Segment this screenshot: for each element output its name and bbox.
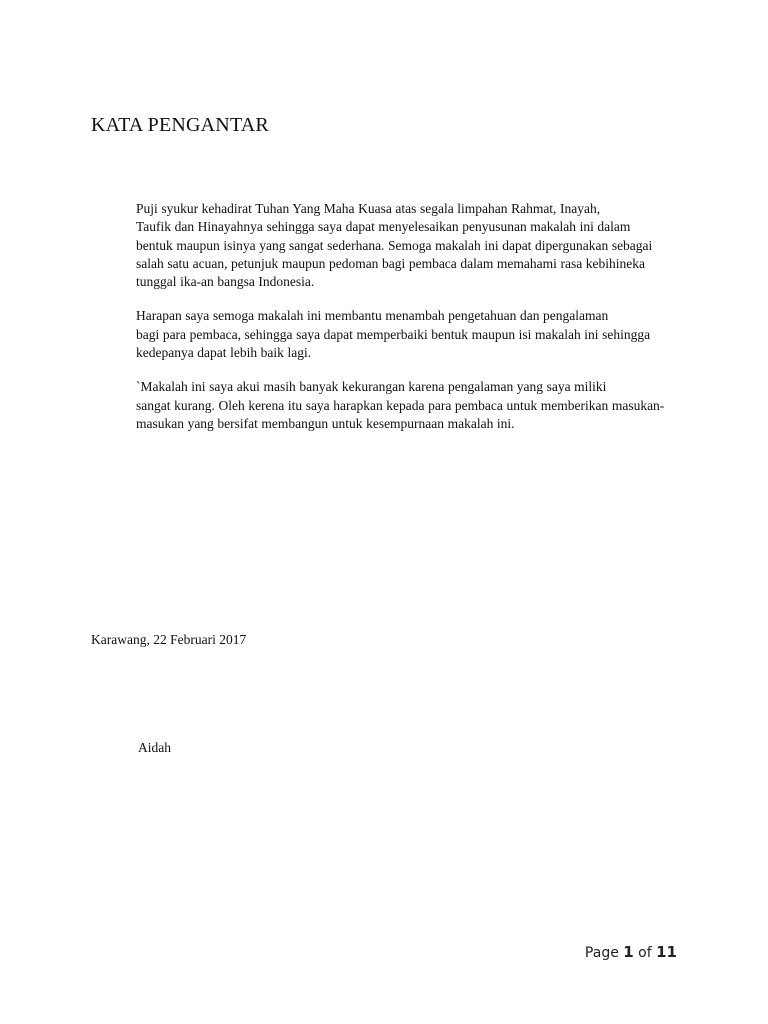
paragraph-line: sangat kurang. Oleh kerena itu saya harapkan kepada para pembaca untuk memberikan masukan- <box>136 397 665 413</box>
paragraph-line: tunggal ika-an bangsa Indonesia. <box>136 274 315 290</box>
document-body <box>91 200 679 449</box>
paragraph-line: Puji syukur kehadirat Tuhan Yang Maha Kuasa atas segala limpahan Rahmat, Inayah, <box>136 201 601 216</box>
paragraph-line: kedepanya dapat lebih baik lagi. <box>136 345 312 361</box>
paragraph-line: `Makalah ini saya akui masih banyak kekurangan karena pengalaman yang saya miliki <box>136 379 607 395</box>
total-pages-number: 11 <box>656 943 677 961</box>
paragraph-line: Harapan saya semoga makalah ini membantu menambah pengetahuan dan pengalaman <box>136 308 609 324</box>
place-date: Karawang, 22 Februari 2017 <box>91 632 247 647</box>
of-word: of <box>638 945 652 961</box>
page-indicator <box>585 943 677 961</box>
paragraph-line: Taufik dan Hinayahnya sehingga saya dapat menyelesaikan penyusunan makalah ini dalam <box>136 219 631 235</box>
paragraph-line: bentuk maupun isinya yang sangat sederhana. Semoga makalah ini dapat dipergunakan sebagai <box>136 237 653 253</box>
paragraph-line: salah satu acuan, petunjuk maupun pedoman bagi pembaca dalam memahami rasa kebihineka <box>136 255 646 271</box>
paragraph-line: bagi para pembaca, sehingga saya dapat memperbaiki bentuk maupun isi makalah ini sehingga <box>136 326 651 342</box>
paragraph-3 <box>91 378 679 433</box>
page-word: Page <box>584 945 619 961</box>
paragraph-1 <box>91 200 679 291</box>
current-page-number: 1 <box>623 943 634 961</box>
signer-name: Aidah <box>138 740 171 755</box>
paragraph-2 <box>91 307 679 362</box>
document-title: KATA PENGANTAR <box>91 114 269 136</box>
paragraph-line: masukan yang bersifat membangun untuk kesempurnaan makalah ini. <box>136 415 515 431</box>
